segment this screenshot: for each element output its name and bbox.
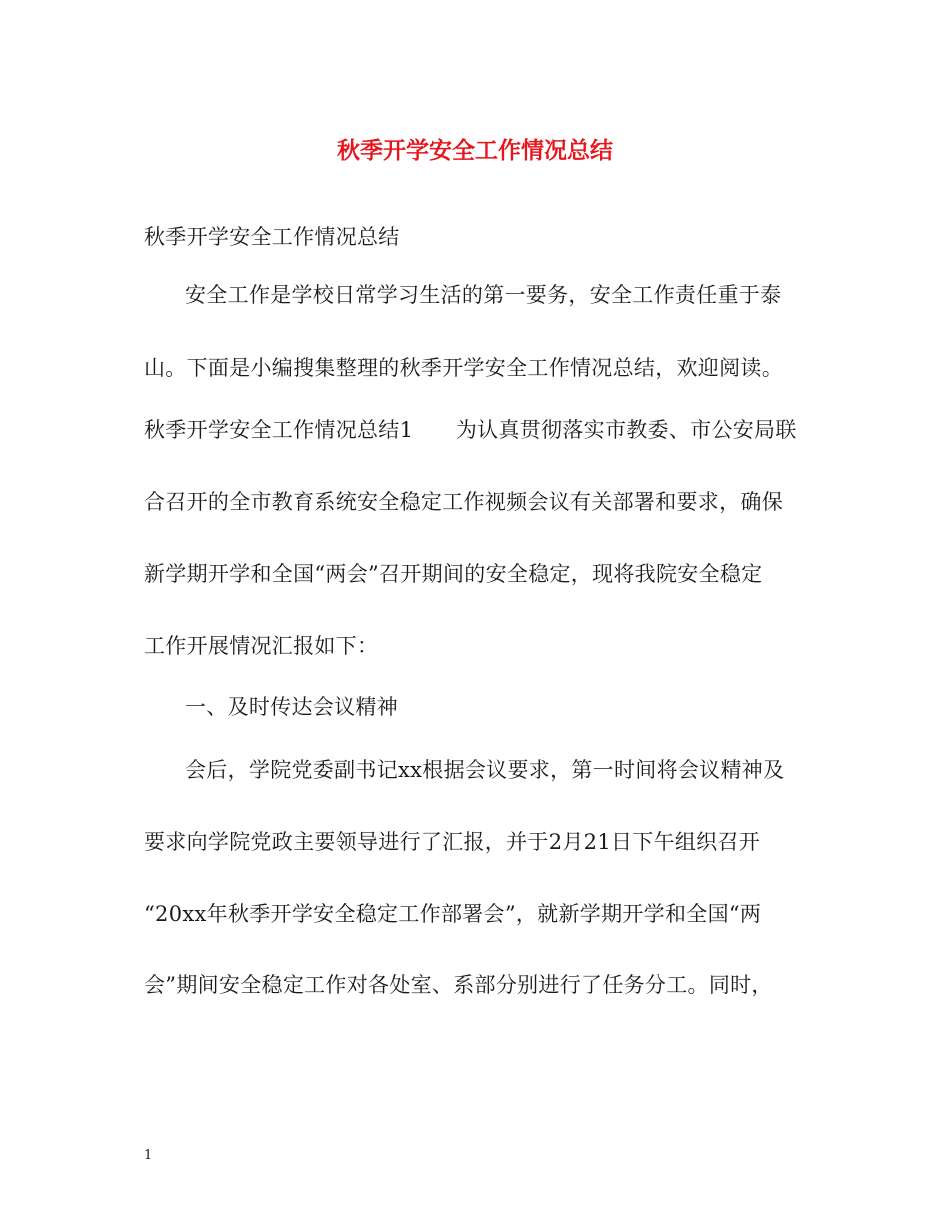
text-line: 会后，学院党委副书记xx根据会议要求，第一时间将会议精神及 [185,758,785,782]
text-line: 合召开的全市教育系统安全稳定工作视频会议有关部署和要求，确保 [144,490,783,514]
text-line: “20xx年秋季开学安全稳定工作部署会”，就新学期开学和全国“两 [144,902,762,926]
text-line: 会”期间安全稳定工作对各处室、系部分别进行了任务分工。同时， [144,973,773,997]
section-heading: 一、及时传达会议精神 [185,695,398,719]
text-line: 秋季开学安全工作情况总结 [144,225,400,249]
page-number: 1 [144,1148,153,1163]
text-line: 秋季开学安全工作情况总结1 为认真贯彻落实市教委、市公安局联 [144,418,797,442]
text-line: 要求向学院党政主要领导进行了汇报，并于2月21日下午组织召开 [144,830,761,854]
text-line: 安全工作是学校日常学习生活的第一要务，安全工作责任重于泰 [185,283,782,307]
text-line: 工作开展情况汇报如下： [144,634,379,658]
document-title: 秋季开学安全工作情况总结 [337,137,613,164]
text-line: 新学期开学和全国“两会”召开期间的安全稳定，现将我院安全稳定 [144,562,763,586]
text-line: 山。下面是小编搜集整理的秋季开学安全工作情况总结，欢迎阅读。 [144,356,783,380]
